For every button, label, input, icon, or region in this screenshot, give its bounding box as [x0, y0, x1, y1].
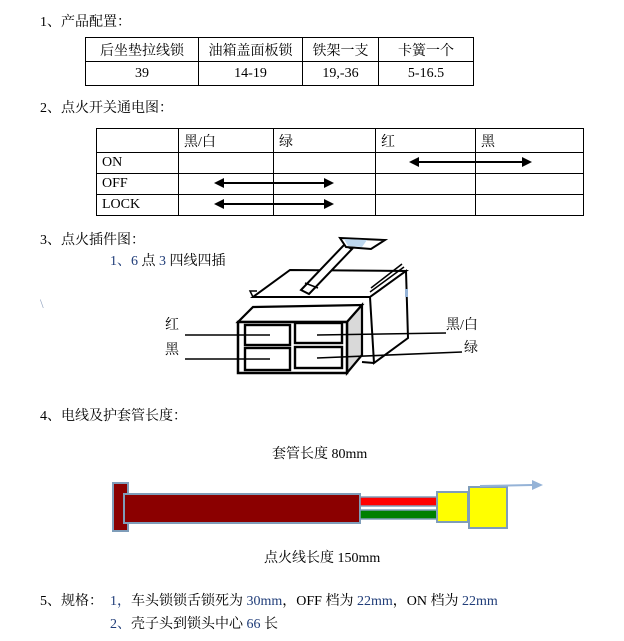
section3-title: 3、点火插件图：: [40, 233, 145, 248]
wire-label-black: 黑: [165, 343, 179, 358]
spec-text: 长: [260, 617, 278, 632]
empty-cell: [179, 195, 274, 216]
connector-top-face: [238, 305, 362, 322]
red-wire: [360, 497, 438, 506]
wire-label-red: 红: [165, 318, 179, 333]
wire-label-green: 绿: [464, 341, 478, 356]
note-text: 点: [138, 254, 159, 269]
connection-arrow-on: [418, 161, 523, 163]
switch-header-cell: 黑/白: [179, 129, 274, 153]
spec-text: OFF 档为: [296, 594, 357, 609]
connection-arrow-off: [223, 182, 325, 184]
empty-cell: [376, 153, 476, 174]
stray-backslash: \: [40, 296, 44, 311]
config-value-cell: 39: [86, 62, 199, 86]
connection-arrow-lock: [223, 203, 325, 205]
note-number: 3: [159, 254, 166, 269]
empty-cell: [376, 174, 476, 195]
empty-cell: [476, 195, 584, 216]
spec-line-1: [110, 593, 498, 610]
config-value-cell: 19,-36: [303, 62, 379, 86]
switch-header-cell: 红: [376, 129, 476, 153]
empty-cell: [376, 195, 476, 216]
spec-text: 壳子头到锁头中心: [131, 617, 247, 632]
spec-number: 22mm: [356, 594, 393, 609]
config-value-cell: 14-19: [199, 62, 303, 86]
switch-header-cell: 绿: [274, 129, 376, 153]
section5-title: 5、规格：: [40, 594, 103, 609]
wire-length-diagram: [108, 478, 548, 538]
config-header-cell: 卡簧一个: [379, 38, 474, 62]
spec-line-2: [110, 616, 278, 633]
green-wire: [360, 510, 438, 519]
terminal-block-small: [437, 492, 468, 522]
switch-header-cell: 黑: [476, 129, 584, 153]
table-row: [97, 129, 584, 153]
direction-arrow-line: [480, 485, 532, 486]
sheath-tube: [124, 494, 360, 523]
switch-row-label: OFF: [97, 174, 179, 195]
spec-text: ，: [282, 594, 297, 609]
note-number: 6: [131, 254, 138, 269]
section1-title: 1、产品配置：: [40, 15, 131, 30]
sheath-length-label: 套管长度 80mm: [272, 447, 368, 462]
ignition-wire-length-label: 点火线长度 150mm: [264, 551, 381, 566]
table-row: [97, 195, 584, 216]
spec-number: 22mm: [461, 594, 498, 609]
spec-number: 30mm: [246, 594, 283, 609]
table-row: [86, 62, 474, 86]
config-header-cell: 铁架一支: [303, 38, 379, 62]
ignition-switch-table: [96, 128, 584, 216]
section4-title: 4、电线及护套管长度：: [40, 409, 187, 424]
note-number: 1、: [110, 254, 131, 269]
switch-header-cell: [97, 129, 179, 153]
note-text: 四线四插: [166, 254, 226, 269]
table-row: [97, 174, 584, 195]
pin-slot-top-right: [295, 323, 342, 343]
spec-number: 1，: [110, 594, 131, 609]
spec-text: ON 档为: [406, 594, 462, 609]
empty-cell: [179, 174, 274, 195]
table-row: [97, 153, 584, 174]
empty-cell: [179, 153, 274, 174]
switch-row-label: LOCK: [97, 195, 179, 216]
wire-label-black-white: 黑/白: [446, 318, 478, 333]
config-header-cell: 油箱盖面板锁: [199, 38, 303, 62]
empty-cell: [274, 153, 376, 174]
config-header-cell: 后坐垫拉线锁: [86, 38, 199, 62]
product-config-table: [85, 37, 474, 86]
direction-arrow-head: [532, 480, 543, 490]
table-row: [86, 38, 474, 62]
spec-text: 车头锁锁舌锁死为: [131, 594, 247, 609]
spec-text: ，: [392, 594, 407, 609]
housing-blue-tick: [405, 289, 408, 297]
section2-title: 2、点火开关通电图：: [40, 101, 173, 116]
empty-cell: [476, 174, 584, 195]
spec-number: 2、: [110, 617, 131, 632]
config-value-cell: 5-16.5: [379, 62, 474, 86]
switch-row-label: ON: [97, 153, 179, 174]
spec-number: 66: [246, 617, 261, 632]
housing-bottom-edge: [362, 362, 374, 363]
terminal-block-large: [469, 487, 507, 528]
